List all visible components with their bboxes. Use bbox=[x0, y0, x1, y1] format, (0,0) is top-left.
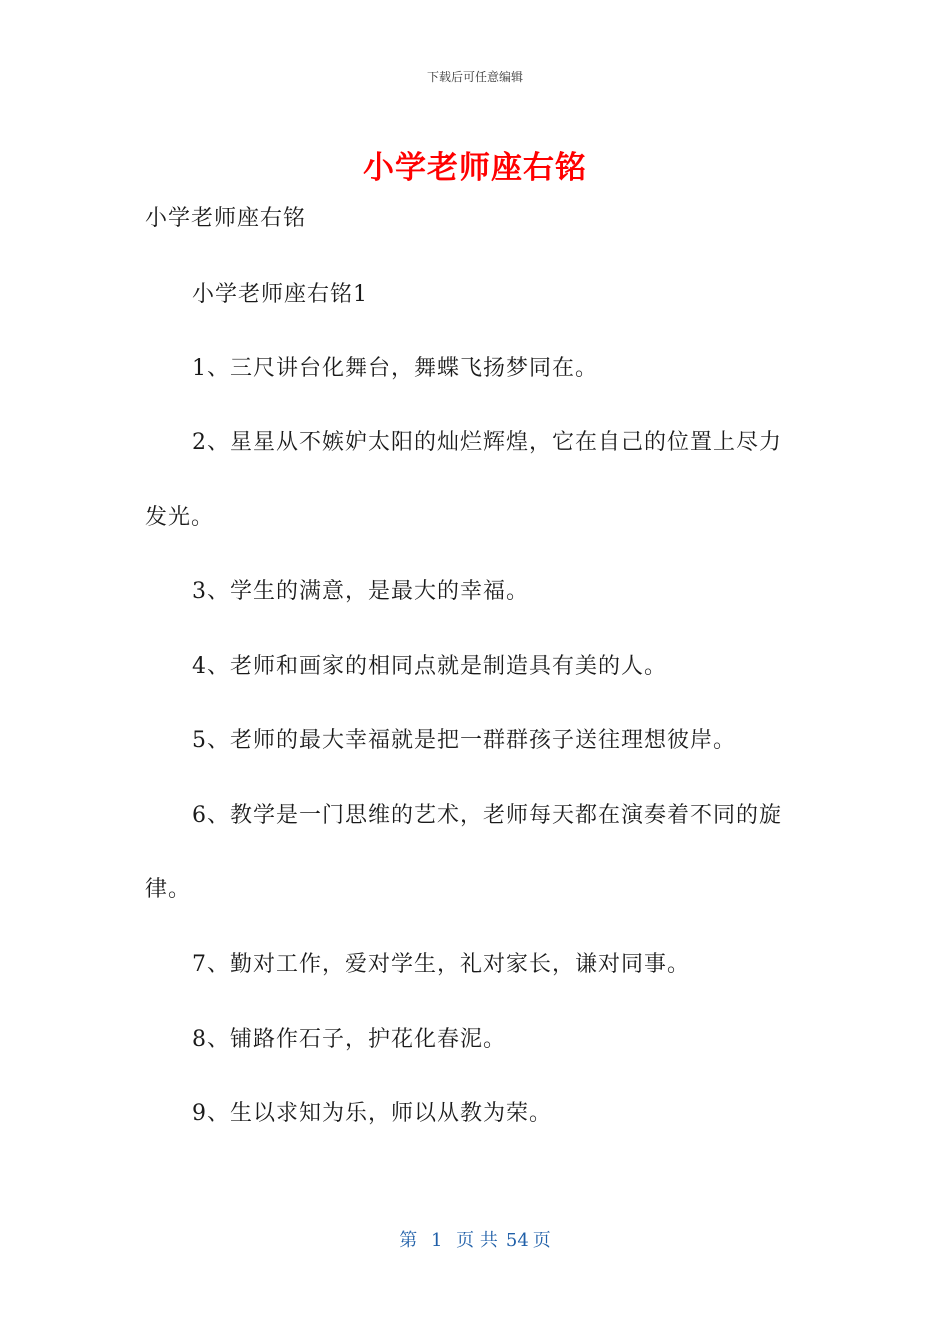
section-heading: 小学老师座右铭1 bbox=[192, 282, 368, 307]
footer-middle: 页 共 bbox=[456, 1230, 498, 1251]
motto-line-8: 8、铺路作石子，护花化春泥。 bbox=[192, 1027, 506, 1052]
footer-suffix: 页 bbox=[532, 1230, 551, 1251]
motto-line-5: 5、老师的最大幸福就是把一群群孩子送往理想彼岸。 bbox=[192, 728, 736, 753]
motto-line-9: 9、生以求知为乐，师以从教为荣。 bbox=[192, 1101, 552, 1126]
motto-line-1: 1、三尺讲台化舞台，舞蝶飞扬梦同在。 bbox=[192, 356, 598, 381]
document-subtitle: 小学老师座右铭 bbox=[145, 206, 307, 231]
motto-line-7: 7、勤对工作，爱对学生，礼对家长，谦对同事。 bbox=[192, 952, 690, 977]
motto-line-3: 3、学生的满意，是最大的幸福。 bbox=[192, 579, 529, 604]
motto-line-2-continued: 发光。 bbox=[145, 505, 215, 530]
motto-line-6-continued: 律。 bbox=[145, 877, 192, 902]
document-title: 小学老师座右铭 bbox=[363, 150, 587, 186]
page-footer bbox=[0, 1226, 950, 1252]
footer-page-number: 1 bbox=[430, 1230, 443, 1251]
motto-line-6: 6、教学是一门思维的艺术，老师每天都在演奏着不同的旋 bbox=[192, 803, 782, 828]
footer-prefix: 第 bbox=[399, 1230, 418, 1251]
header-note: 下载后可任意编辑 bbox=[426, 70, 523, 84]
motto-line-4: 4、老师和画家的相同点就是制造具有美的人。 bbox=[192, 654, 667, 679]
motto-line-2: 2、星星从不嫉妒太阳的灿烂辉煌，它在自己的位置上尽力 bbox=[192, 430, 782, 455]
footer-total-pages: 54 bbox=[505, 1230, 529, 1251]
